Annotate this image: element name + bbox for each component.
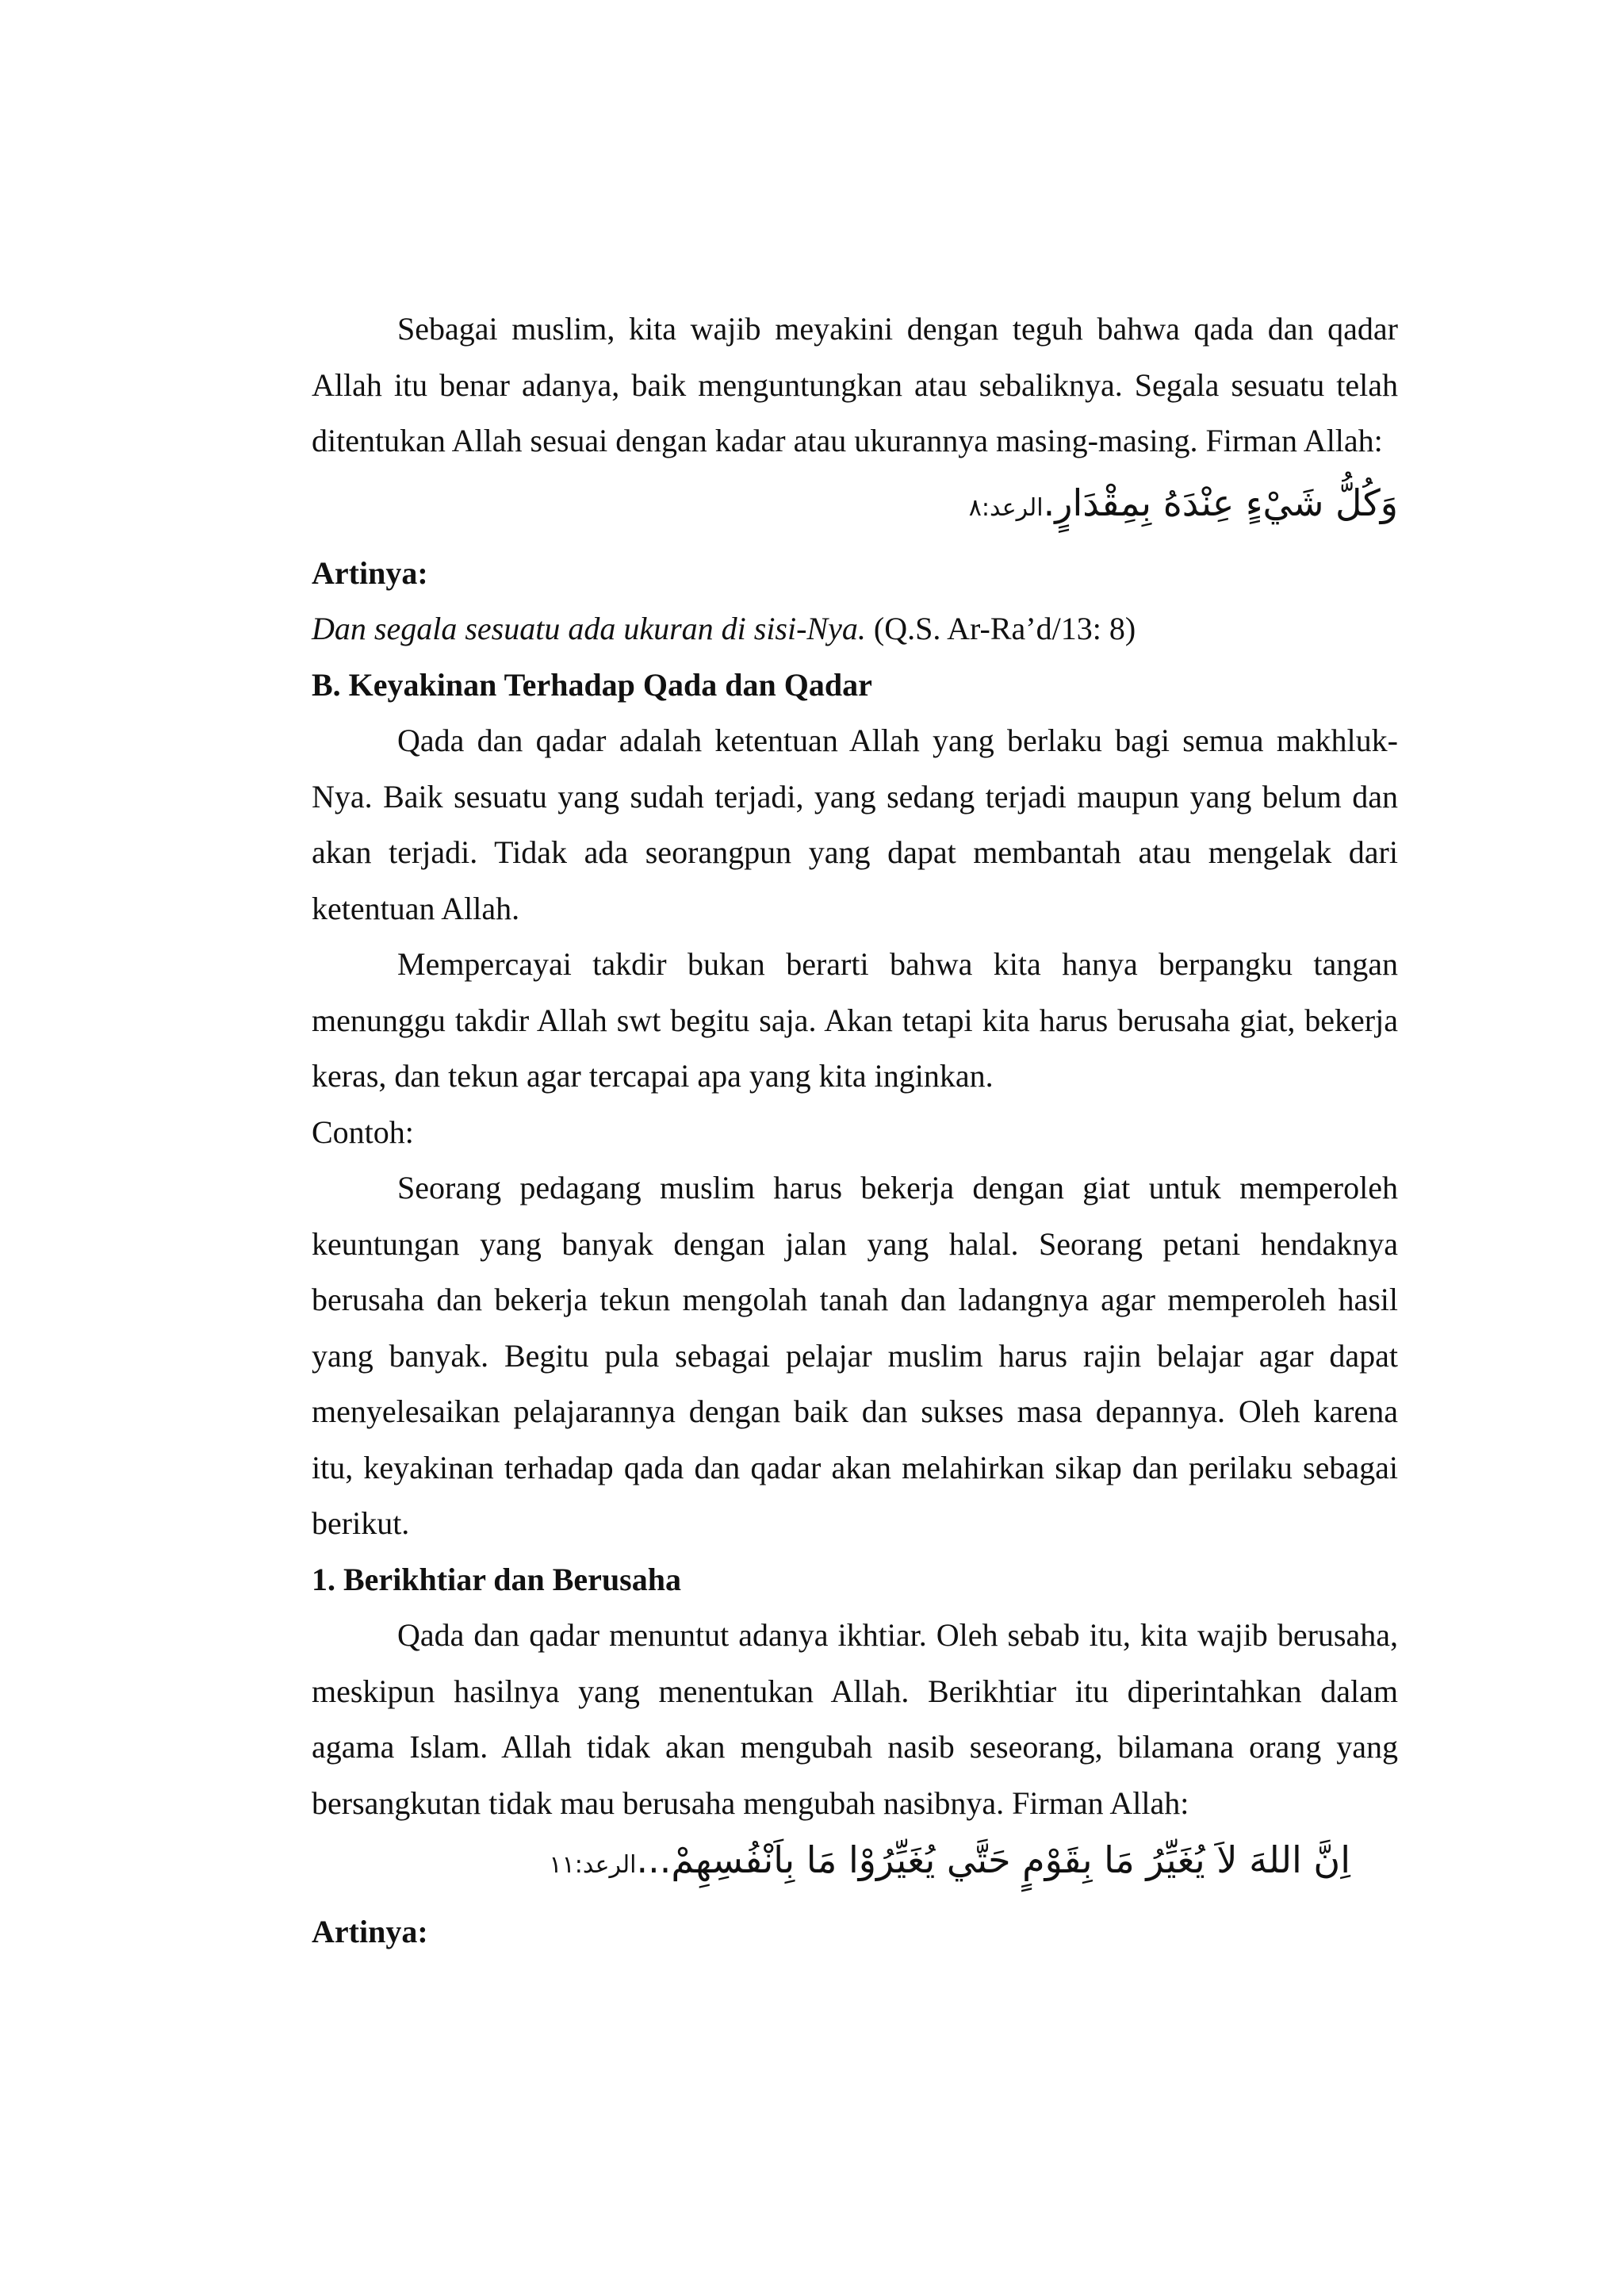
paragraph-believing-fate: Mempercayai takdir bukan berarti bahwa kita hanya berpangku tangan menunggu takdir Allah swt begitu saja. Akan tetapi kita harus berusaha giat, bekerja keras, dan tekun agar tercapai apa yang kita inginkan. bbox=[312, 946, 1398, 1094]
section-heading-1: 1. Berikhtiar dan Berusaha bbox=[312, 1561, 681, 1597]
artinya-label-2: Artinya: bbox=[312, 1914, 428, 1949]
arabic-verse-reference: الرعد:١١ bbox=[549, 1851, 637, 1879]
arabic-verse-ar-rad-11 bbox=[312, 1823, 1398, 1896]
arabic-verse-text: اِنَّ اللهَ لاَ يُغَيِّرُ مَا بِقَوْمٍ حَتَّي يُغَيِّرُوْا مَا بِاَنْفُسِهِمْ... bbox=[636, 1838, 1350, 1881]
translation-reference: (Q.S. Ar-Ra’d/13: 8) bbox=[865, 611, 1136, 646]
paragraph-definition: Qada dan qadar adalah ketentuan Allah yang berlaku bagi semua makhluk-Nya. Baik sesuatu yang sudah terjadi, yang sedang terjadi maupun yang belum dan akan terjadi. Tidak ada seorangpun yang dapat membantah atau mengelak dari ketentuan Allah. bbox=[312, 723, 1398, 926]
paragraph-ikhtiar: Qada dan qadar menuntut adanya ikhtiar. Oleh sebab itu, kita wajib berusaha, meskipun hasilnya yang menentukan Allah. Berikhtiar itu diperintahkan dalam agama Islam. Allah tidak akan mengubah nasib seseorang, bilamana orang yang bersangkutan tidak mau berusaha mengubah nasibnya. Firman Allah: bbox=[312, 1617, 1398, 1821]
artinya-label: Artinya: bbox=[312, 554, 428, 591]
paragraph-faith-in-qada-qadar: Sebagai muslim, kita wajib meyakini dengan teguh bahwa qada dan qadar Allah itu benar adanya, baik menguntungkan atau sebaliknya. Segala sesuatu telah ditentukan Allah sesuai dengan kadar atau ukurannya masing-masing. Firman Allah: bbox=[312, 311, 1398, 458]
arabic-verse-ar-rad-8 bbox=[312, 466, 1398, 539]
document-body bbox=[312, 301, 1398, 1961]
section-heading-b: B. Keyakinan Terhadap Qada dan Qadar bbox=[312, 666, 872, 703]
translation-text: Dan segala sesuatu ada ukuran di sisi-Nya. bbox=[312, 611, 866, 646]
arabic-verse-reference: الرعد:٨ bbox=[968, 493, 1044, 522]
arabic-verse-text: وَكُلُّ شَيْءٍ عِنْدَهُ بِمِقْدَارٍ. bbox=[1043, 481, 1398, 524]
paragraph-examples: Seorang pedagang muslim harus bekerja dengan giat untuk memperoleh keuntungan yang banyak dengan jalan yang halal. Seorang petani hendaknya berusaha dan bekerja tekun mengolah tanah dan ladangnya agar memperoleh hasil yang banyak. Begitu pula sebagai pelajar muslim harus rajin belajar agar dapat menyelesaikan pelajarannya dengan baik dan sukses masa depannya. Oleh karena itu, keyakinan terhadap qada dan qadar akan melahirkan sikap dan perilaku sebagai berikut. bbox=[312, 1170, 1398, 1541]
translation-line bbox=[312, 601, 1398, 657]
contoh-label: Contoh: bbox=[312, 1114, 414, 1150]
